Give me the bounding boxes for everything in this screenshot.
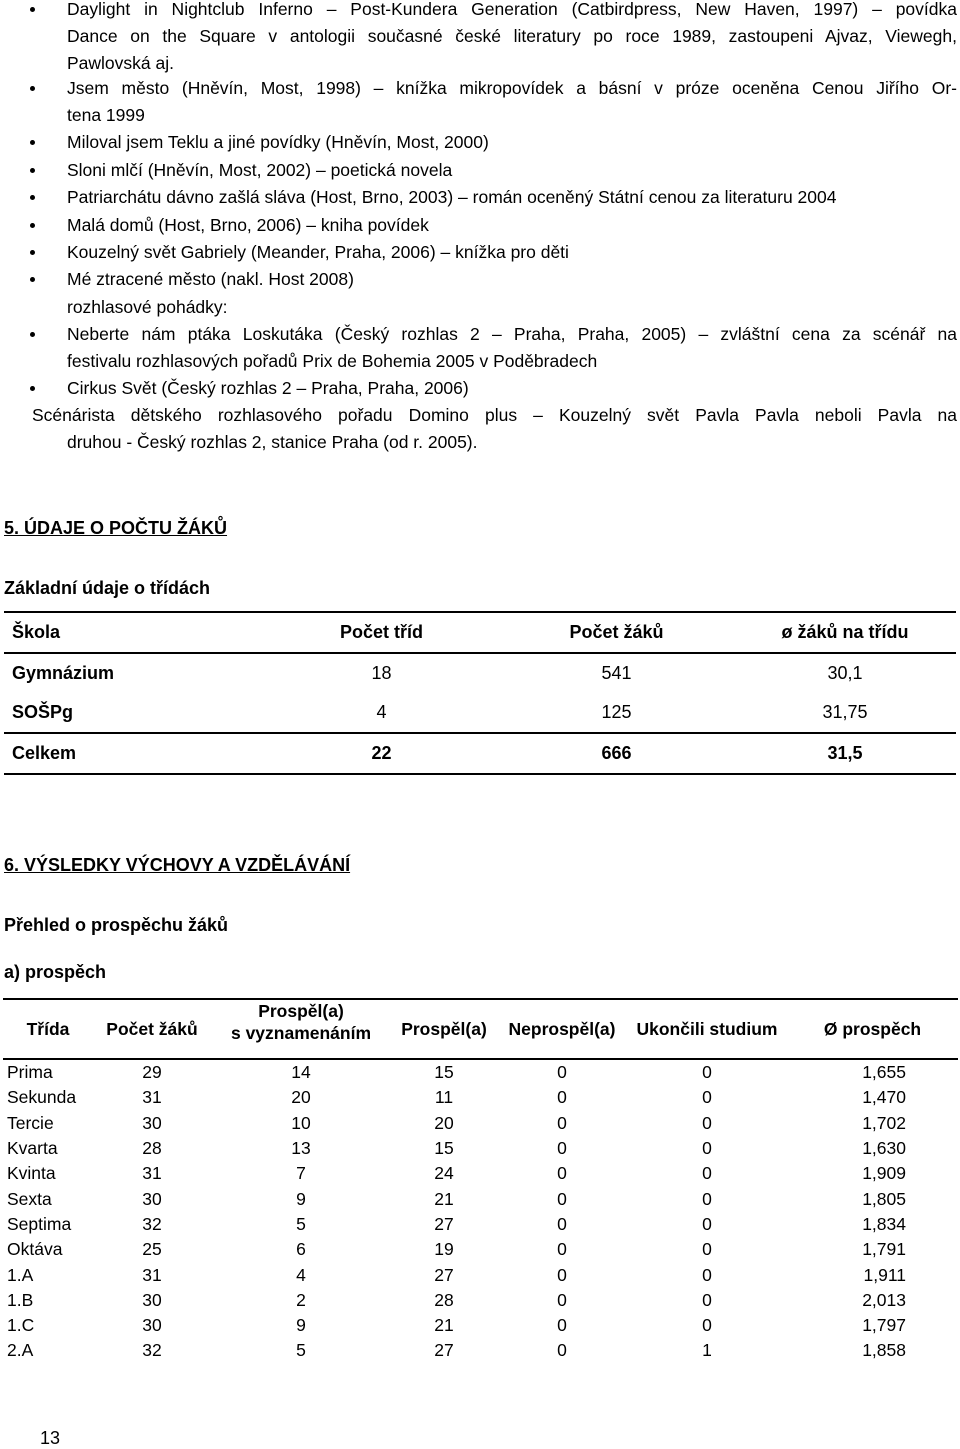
column-header: Počet žáků	[499, 612, 734, 653]
table-cell: 1,911	[863, 1264, 906, 1285]
list-item-line: tena 1999	[67, 105, 145, 125]
column-header: Počet tříd	[264, 612, 499, 653]
results-table	[3, 998, 958, 1364]
table-cell: 1,702	[862, 1112, 906, 1133]
table-cell: Sekunda	[7, 1087, 77, 1108]
list-item	[67, 239, 957, 266]
column-header-line: Prospěl(a)	[258, 1001, 344, 1021]
table-cell: 0	[557, 1112, 567, 1133]
table-cell: 10	[291, 1112, 311, 1133]
table-row	[3, 1313, 958, 1338]
list-item-line: Pawlovská aj.	[67, 53, 174, 73]
table-cell: 22	[264, 733, 499, 774]
list-item-line: Cirkus Svět (Český rozhlas 2 – Praha, Praha, 2006)	[67, 378, 469, 398]
table-cell: 0	[557, 1138, 567, 1159]
table-row	[3, 1111, 958, 1136]
table-cell: 0	[557, 1239, 567, 1260]
table-cell: 20	[434, 1112, 454, 1133]
table-cell: 1,630	[862, 1138, 906, 1159]
list-item-line: Daylight in Nightclub Inferno – Post-Kundera Generation (Catbirdpress, New Haven, 1997) – povídka	[67, 0, 957, 19]
list-item-line: Sloni mlčí (Hněvín, Most, 2002) – poetická novela	[67, 160, 453, 180]
list-item-line: Mé ztracené město (nakl. Host 2008)	[67, 269, 354, 289]
table-cell: Sexta	[7, 1188, 52, 1209]
table-cell: 9	[296, 1315, 306, 1336]
table-cell: 0	[557, 1188, 567, 1209]
table-row	[3, 1338, 958, 1363]
table-cell: 1,791	[862, 1239, 906, 1260]
list-item	[67, 266, 957, 293]
table-cell: 0	[702, 1289, 712, 1310]
table-cell: 18	[371, 663, 392, 683]
table-cell: Prima	[7, 1062, 53, 1083]
table-cell: 6	[296, 1239, 306, 1260]
table-cell: 0	[702, 1087, 712, 1108]
table-cell: 15	[434, 1138, 454, 1159]
table-cell: 13	[291, 1138, 311, 1159]
table-header-row	[3, 999, 958, 1059]
column-header: Ø prospěch	[787, 999, 958, 1059]
table-cell: 0	[702, 1188, 712, 1209]
table-cell: 32	[142, 1213, 162, 1234]
table-cell: 21	[434, 1188, 454, 1209]
results-table-body	[3, 1059, 958, 1364]
radio-intro: rozhlasové pohádky:	[67, 297, 228, 317]
page-number: 13	[40, 1428, 61, 1448]
column-header: Ukončili studium	[627, 999, 787, 1059]
table-cell: Tercie	[7, 1112, 54, 1133]
table-cell: 541	[601, 663, 632, 683]
part-label: a) prospěch	[4, 962, 107, 982]
list-item	[67, 129, 957, 156]
table-cell: 0	[557, 1213, 567, 1234]
table-cell: 27	[434, 1340, 454, 1361]
table-cell: 27	[434, 1213, 454, 1234]
table-cell: Kvinta	[7, 1163, 56, 1184]
list-item	[67, 0, 957, 77]
list-item-line: Patriarchátu dávno zašlá sláva (Host, Brno, 2003) – román oceněný Státní cenou za literaturu 2004	[67, 187, 837, 207]
table-cell: 9	[296, 1188, 306, 1209]
table-cell: 1,805	[862, 1188, 906, 1209]
table-row	[3, 1262, 958, 1287]
column-header	[211, 999, 391, 1059]
table-cell: 125	[601, 702, 632, 722]
bullet-icon	[30, 332, 35, 337]
bullet-icon	[30, 195, 35, 200]
list-item	[67, 75, 957, 129]
table-cell: 28	[434, 1289, 454, 1310]
table-cell: 0	[702, 1315, 712, 1336]
scenarist-line: druhou - Český rozhlas 2, stanice Praha (od r. 2005).	[67, 432, 478, 452]
bullet-icon	[30, 277, 35, 282]
table-cell: SOŠPg	[12, 702, 74, 722]
table-cell: 15	[434, 1062, 454, 1083]
table-cell: 1,655	[862, 1062, 906, 1083]
table-cell: 24	[434, 1163, 454, 1184]
table-cell: 30	[142, 1289, 162, 1310]
table-cell: 0	[557, 1289, 567, 1310]
table-cell: 1,834	[862, 1213, 906, 1234]
bullet-icon	[30, 7, 35, 12]
table-row	[4, 653, 956, 693]
table-cell: 20	[291, 1087, 311, 1108]
bullet-icon	[30, 168, 35, 173]
table-row	[3, 1161, 958, 1186]
list-item	[67, 212, 957, 239]
table-cell: Gymnázium	[12, 663, 115, 683]
bullet-icon	[30, 86, 35, 91]
table-cell: 1,909	[862, 1163, 906, 1184]
bullet-icon	[30, 223, 35, 228]
table-row	[3, 1136, 958, 1161]
table-cell: 666	[499, 733, 734, 774]
table-row	[3, 1212, 958, 1237]
table-cell: 0	[702, 1213, 712, 1234]
table-cell: 30	[142, 1315, 162, 1336]
class-summary-table	[4, 611, 956, 775]
column-header-line: s vyznamenáním	[230, 1023, 372, 1043]
table-cell: 21	[434, 1315, 454, 1336]
table-cell: 27	[434, 1264, 454, 1285]
table-cell: 0	[702, 1112, 712, 1133]
column-header: Počet žáků	[93, 999, 211, 1059]
list-item	[67, 184, 957, 211]
table-cell: 0	[557, 1340, 567, 1361]
list-item-line: Malá domů (Host, Brno, 2006) – kniha povídek	[67, 215, 429, 235]
bullet-icon	[30, 250, 35, 255]
table-cell: Kvarta	[7, 1138, 58, 1159]
table-row	[3, 1186, 958, 1211]
list-item	[67, 321, 957, 375]
section-heading: 5. ÚDAJE O POČTU ŽÁKŮ	[4, 518, 228, 538]
table-header-row	[4, 612, 956, 653]
table-cell: 0	[557, 1087, 567, 1108]
table-cell: 1,797	[862, 1315, 906, 1336]
table-cell: Celkem	[4, 733, 264, 774]
table-cell: 0	[557, 1062, 567, 1083]
table-cell: 1,470	[862, 1087, 906, 1108]
table-cell: Oktáva	[7, 1239, 63, 1260]
bullet-icon	[30, 140, 35, 145]
table-total-row	[4, 733, 956, 774]
table-cell: 0	[557, 1163, 567, 1184]
list-item-line: Jsem město (Hněvín, Most, 1998) – knížka mikropovídek a básní v próze oceněna Cenou Jiřího Or-	[67, 78, 957, 98]
table-cell: 5	[296, 1213, 306, 1234]
list-item	[67, 375, 957, 402]
table-cell: 1.B	[7, 1289, 34, 1310]
table-cell: 0	[702, 1264, 712, 1285]
table-cell: 2,013	[862, 1289, 906, 1310]
column-header: Škola	[4, 612, 264, 653]
table-cell: Septima	[7, 1213, 72, 1234]
table-row	[4, 693, 956, 733]
list-item-line: Miloval jsem Teklu a jiné povídky (Hněvín, Most, 2000)	[67, 132, 489, 152]
table-cell: 1,858	[862, 1340, 906, 1361]
table-row	[3, 1237, 958, 1262]
section-subheading: Přehled o prospěchu žáků	[4, 915, 229, 935]
table-cell: 31	[142, 1087, 162, 1108]
table-cell: 0	[557, 1264, 567, 1285]
table-cell: 1.C	[7, 1315, 35, 1336]
table-cell: 11	[434, 1087, 454, 1108]
table-cell: 14	[291, 1062, 311, 1083]
table-cell: 4	[296, 1264, 306, 1285]
table-cell: 30,1	[827, 663, 863, 683]
table-cell: 28	[142, 1138, 162, 1159]
table-cell: 1	[702, 1340, 712, 1361]
table-cell: 0	[702, 1062, 712, 1083]
bullet-icon	[30, 386, 35, 391]
table-row	[3, 1288, 958, 1313]
table-cell: 31,75	[822, 702, 868, 722]
table-cell: 2.A	[7, 1340, 34, 1361]
list-item-line: Dance on the Square v antologii současné české literatury po roce 1989, zastoupeni Ajvaz, Viewegh,	[67, 26, 957, 46]
table-row	[3, 1059, 958, 1085]
table-cell: 25	[142, 1239, 162, 1260]
table-cell: 31	[142, 1163, 162, 1184]
table-cell: 5	[296, 1340, 306, 1361]
table-cell: 2	[296, 1289, 306, 1310]
section-subheading: Základní údaje o třídách	[4, 578, 211, 598]
list-item-line: festivalu rozhlasových pořadů Prix de Bohemia 2005 v Poděbradech	[67, 351, 598, 371]
table-cell: 19	[434, 1239, 454, 1260]
table-cell: 0	[557, 1315, 567, 1336]
list-item	[67, 157, 957, 184]
column-header: Prospěl(a)	[391, 999, 497, 1059]
table-cell: 29	[142, 1062, 162, 1083]
table-cell: 31	[142, 1264, 162, 1285]
table-cell: 30	[142, 1188, 162, 1209]
column-header: ø žáků na třídu	[734, 612, 956, 653]
table-cell: 31,5	[734, 733, 956, 774]
table-cell: 32	[142, 1340, 162, 1361]
scenarist-line: Scénárista dětského rozhlasového pořadu Domino plus – Kouzelný svět Pavla Pavla neboli Pavla na	[32, 405, 957, 425]
table-cell: 4	[376, 702, 387, 722]
list-item-line: Kouzelný svět Gabriely (Meander, Praha, 2006) – knížka pro děti	[67, 242, 569, 262]
table-cell: 0	[702, 1163, 712, 1184]
table-cell: 7	[296, 1163, 306, 1184]
list-item-line: Neberte nám ptáka Loskutáka (Český rozhlas 2 – Praha, Praha, 2005) – zvláštní cena za scénář na	[67, 324, 957, 344]
table-row	[3, 1085, 958, 1110]
section-heading: 6. VÝSLEDKY VÝCHOVY A VZDĚLÁVÁNÍ	[4, 855, 351, 875]
column-header: Neprospěl(a)	[497, 999, 627, 1059]
column-header: Třída	[3, 999, 93, 1059]
table-cell: 0	[702, 1138, 712, 1159]
table-cell: 1.A	[7, 1264, 34, 1285]
table-cell: 0	[702, 1239, 712, 1260]
table-cell: 30	[142, 1112, 162, 1133]
